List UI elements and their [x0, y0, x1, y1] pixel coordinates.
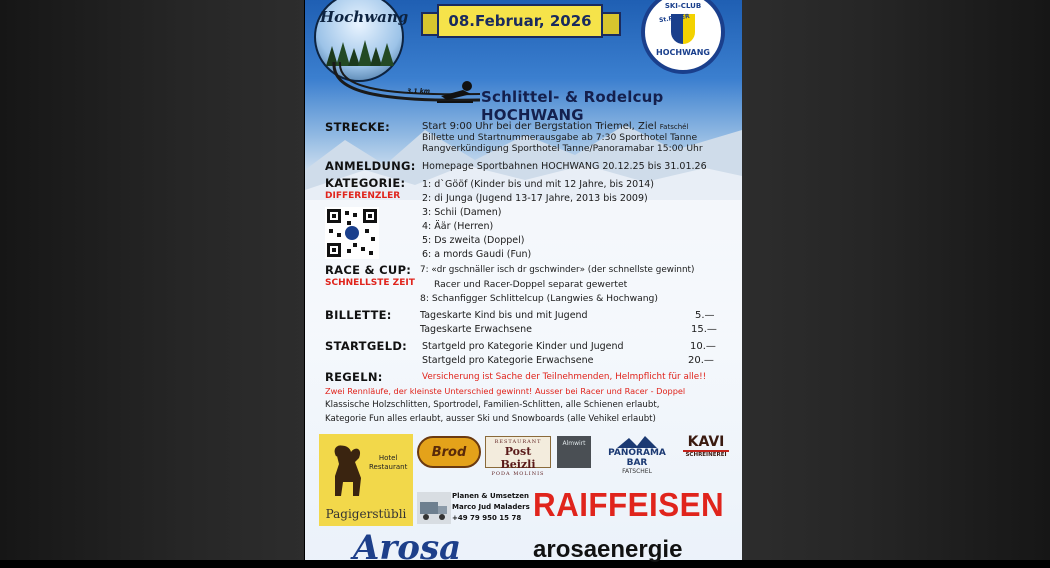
kategorie-item-6: 6: a mords Gaudi (Fun)	[422, 249, 532, 260]
panorama-bar-sponsor	[597, 436, 677, 475]
regeln-line-2: Zwei Rennläufe, der kleinste Unterschied gewinnt! Ausser bei Racer und Racer - Doppel	[325, 386, 686, 396]
billette-row-1: Tageskarte Kind bis und mit Jugend	[420, 310, 588, 321]
startgeld-row-1: Startgeld pro Kategorie Kinder und Jugend	[422, 341, 624, 352]
strecke-line-1-text: Start 9:00 Uhr bei der Bergstation Triemel, Ziel	[422, 121, 657, 132]
truck-icon	[417, 492, 451, 524]
post-beizli-text: Post Beizli	[500, 445, 536, 471]
peaks-icon	[617, 436, 657, 448]
club-name-text: St.PETER	[658, 12, 691, 25]
qr-code-icon	[325, 207, 379, 259]
race-line-3: 8: Schanfigger Schlittelcup (Langwies & Hochwang)	[420, 293, 658, 304]
right-background	[742, 0, 1050, 560]
startgeld-price-1: 10.—	[690, 341, 716, 352]
hotel-restaurant-label	[369, 454, 407, 472]
kavi-text: KAVI	[687, 434, 725, 450]
logo-text: Hochwang	[320, 8, 409, 26]
billette-row-2: Tageskarte Erwachsene	[420, 324, 532, 335]
club-bottom-text: HOCHWANG	[656, 48, 710, 57]
kategorie-item-4: 4: Äär (Herren)	[422, 221, 494, 232]
event-title: Schlittel- & Rodelcup HOCHWANG	[481, 88, 664, 124]
planen-line-3: +49 79 950 15 78	[452, 514, 522, 522]
alm-text: Almwirt	[562, 440, 586, 447]
alm-sponsor	[557, 436, 591, 468]
planen-line-1: Planen & Umsetzen	[452, 492, 529, 500]
kategorie-label: KATEGORIE:	[325, 176, 406, 190]
billette-price-1: 5.—	[695, 310, 715, 321]
strecke-line-1-small: Fatschél	[659, 123, 689, 131]
event-poster	[305, 0, 742, 568]
distance-label: 3.1 km	[407, 88, 430, 95]
panorama-sub-text: FATSCHEL	[622, 468, 652, 475]
kavi-sub-text: SCHREINEREI	[683, 450, 729, 458]
race-cup-label: RACE & CUP:	[325, 263, 412, 277]
startgeld-row-2: Startgeld pro Kategorie Erwachsene	[422, 355, 594, 366]
regeln-label: REGELN:	[325, 370, 383, 384]
planen-logo-icon	[417, 492, 451, 524]
kategorie-item-3: 3: Schii (Damen)	[422, 207, 502, 218]
kategorie-item-5: 5: Ds zweita (Doppel)	[422, 235, 525, 246]
kavi-sponsor	[683, 434, 729, 468]
anmeldung-label: ANMELDUNG:	[325, 159, 416, 173]
anmeldung-line-1: Homepage Sportbahnen HOCHWANG 20.12.25 bis 31.01.26	[422, 161, 707, 172]
differenzler-label: DIFFERENZLER	[325, 191, 401, 201]
strecke-line-3: Rangverkündigung Sporthotel Tanne/Panoramabar 15:00 Uhr	[422, 143, 703, 154]
planen-umsetzen-text	[452, 491, 530, 524]
brod-sponsor: Brod	[417, 436, 481, 468]
date-banner: 08.Februar, 2026	[437, 4, 603, 38]
billette-price-2: 15.—	[691, 324, 717, 335]
startgeld-label: STARTGELD:	[325, 339, 408, 353]
pagigerstuebli-text: Pagigerstübli	[325, 507, 407, 521]
kategorie-item-1: 1: d`Gööf (Kinder bis und mit 12 Jahre, bis 2014)	[422, 179, 655, 190]
race-line-1: 7: «dr gschnäller isch dr gschwinder» (der schnellste gewinnt)	[420, 265, 695, 275]
arosa-energie-logo: arosaenergie	[533, 536, 683, 563]
left-background	[0, 0, 304, 560]
ski-club-badge	[641, 0, 725, 74]
strecke-line-1	[422, 121, 688, 132]
post-beizli-sponsor	[485, 436, 551, 477]
restaurant-text: Restaurant	[369, 463, 408, 471]
strecke-label: STRECKE:	[325, 120, 391, 134]
panorama-bar-text: PANORAMA BAR	[608, 448, 666, 468]
strecke-line-2: Billette und Startnummerausgabe ab 7:30 Sporthotel Tanne	[422, 132, 698, 143]
ibex-icon	[325, 442, 369, 498]
planen-line-2: Marco Jud Maladers	[452, 503, 530, 511]
race-line-2: Racer und Racer-Doppel separat gewertet	[434, 279, 628, 290]
regeln-line-4: Kategorie Fun alles erlaubt, ausser Ski und Snowboards (alle Vehikel erlaubt)	[325, 414, 656, 424]
billette-label: BILLETTE:	[325, 308, 392, 322]
club-top-text: SKI-CLUB	[664, 2, 702, 10]
hotel-text: Hotel	[378, 454, 398, 462]
startgeld-price-2: 20.—	[688, 355, 714, 366]
arosa-logo: Arosa	[353, 528, 462, 568]
regeln-line-1: Versicherung ist Sache der Teilnehmenden, Helmpflicht für alle!!	[422, 372, 707, 382]
regeln-line-3: Klassische Holzschlitten, Sportrodel, Familien-Schlitten, alle Schienen erlaubt,	[325, 400, 660, 410]
sled-rider-icon	[433, 80, 479, 106]
kategorie-item-2: 2: di Junga (Jugend 13-17 Jahre, 2013 bis 2009)	[422, 193, 648, 204]
pagigerstuebli-sponsor	[319, 434, 413, 526]
raiffeisen-sponsor: RAIFFEISEN	[533, 486, 725, 523]
post-bottom-text: PODA MOLINIS	[491, 471, 545, 477]
post-top-text: RESTAURANT	[494, 439, 542, 445]
schnellste-zeit-label: SCHNELLSTE ZEIT	[325, 278, 415, 288]
